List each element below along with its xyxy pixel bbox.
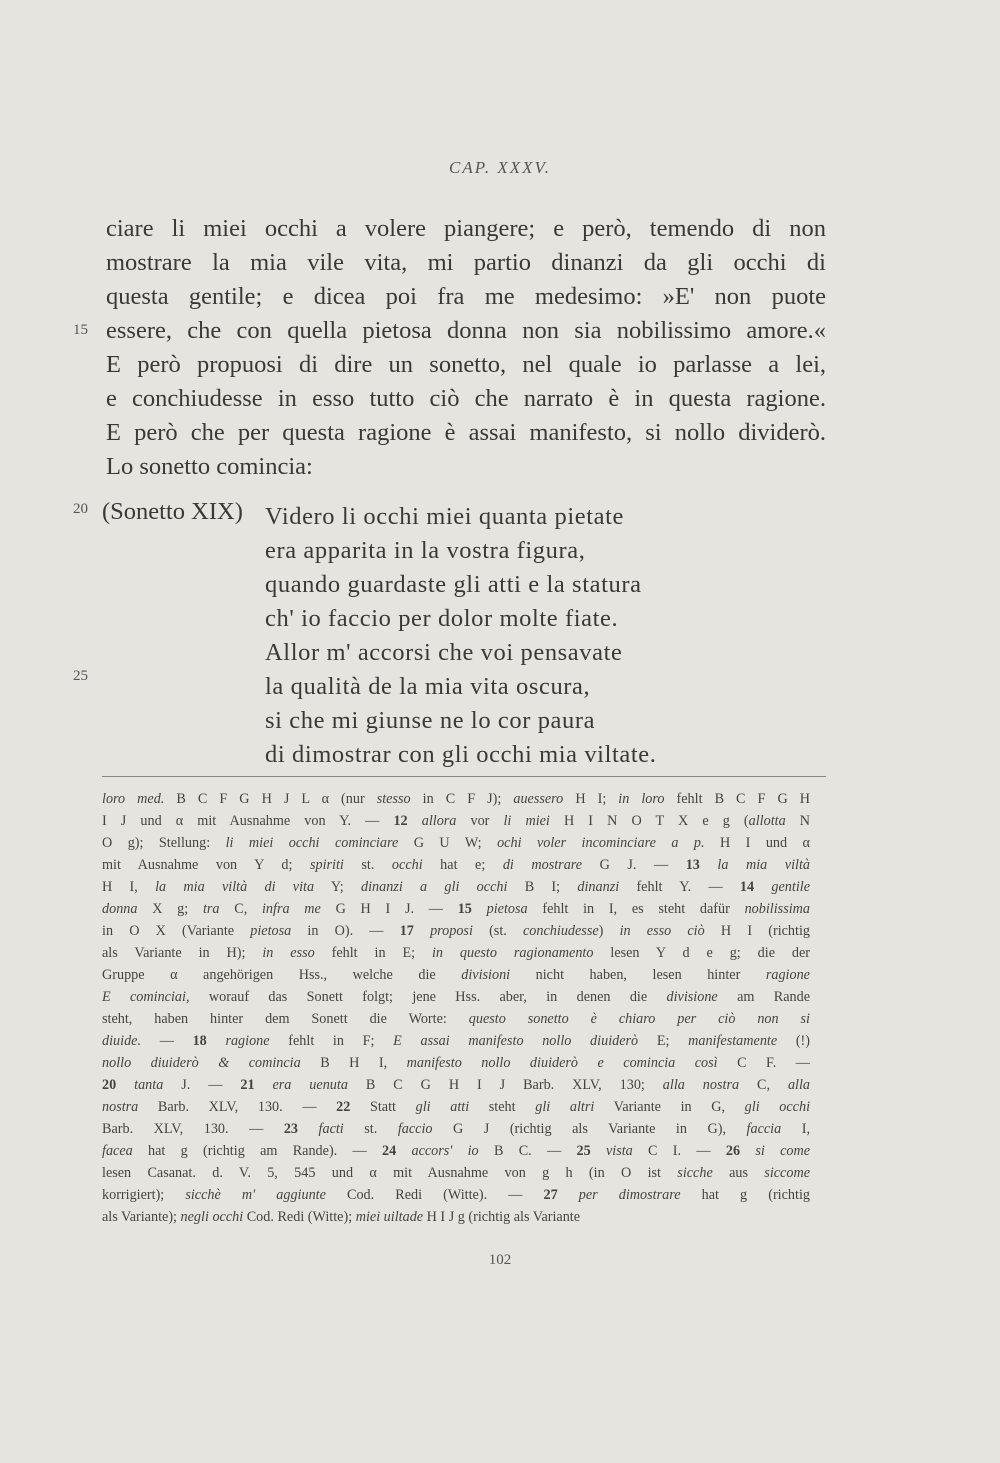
apparatus-line: E cominciai, worauf das Sonett folgt; jene Hss. aber, in denen die divisione am Rande <box>102 989 811 1005</box>
sonnet-line: si che mi giunse ne lo cor paura <box>265 707 596 734</box>
critical-apparatus <box>102 788 810 1228</box>
apparatus-line: I J und α mit Ausnahme von Y. — 12 allora vor li miei H I N O T X e g (allotta N <box>102 813 811 829</box>
sonnet-line: era apparita in la vostra figura, <box>265 537 586 564</box>
apparatus-line: diuide. — 18 ragione fehlt in F; E assai manifesto nollo diuiderò E; manifestamente (!) <box>102 1033 811 1049</box>
sonnet-line: la qualità de la mia vita oscura, <box>265 673 591 700</box>
apparatus-line: Gruppe α angehörigen Hss., welche die divisioni nicht haben, lesen hinter ragione <box>102 967 810 983</box>
prose-line: E però propuosi di dire un sonetto, nel quale io parlasse a lei, <box>106 351 826 378</box>
sonnet-label: (Sonetto XIX) <box>102 498 243 525</box>
prose-line: ciare li miei occhi a volere piangere; e però, temendo di non <box>106 215 826 242</box>
apparatus-line: donna X g; tra C, infra me G H I J. — 15 pietosa fehlt in I, es steht dafür nobilissima <box>102 901 811 917</box>
apparatus-line: lesen Casanat. d. V. 5, 545 und α mit Ausnahme von g h (in O ist sicche aus siccome <box>102 1165 810 1181</box>
apparatus-line: 20 tanta J. — 21 era uenuta B C G H I J Barb. XLV, 130; alla nostra C, alla <box>102 1077 811 1093</box>
apparatus-line: nollo diuiderò & comincia B H I, manifesto nollo diuiderò e comincia così C F. — <box>102 1055 810 1071</box>
apparatus-line: Barb. XLV, 130. — 23 facti st. faccio G J (richtig als Variante in G), faccia I, <box>102 1121 810 1137</box>
prose-block <box>106 212 826 484</box>
prose-line: essere, che con quella pietosa donna non sia nobilissimo amore.« <box>106 317 826 344</box>
prose-line: questa gentile; e dicea poi fra me medesimo: »E' non puote <box>106 283 826 310</box>
prose-line: Lo sonetto comincia: <box>106 453 313 480</box>
apparatus-line: in O X (Variante pietosa in O). — 17 proposi (st. conchiudesse) in esso ciò H I (richtig <box>102 923 810 939</box>
sonnet-line: Allor m' accorsi che voi pensavate <box>265 639 623 666</box>
sonnet-line: di dimostrar con gli occhi mia viltate. <box>265 741 657 768</box>
footnote-rule <box>102 776 826 777</box>
sonnet-line: Videro li occhi miei quanta pietate <box>265 503 624 530</box>
apparatus-line: korrigiert); sicchè m' aggiunte Cod. Redi (Witte). — 27 per dimostrare hat g (richtig <box>102 1187 810 1203</box>
sonnet-block <box>265 500 825 772</box>
apparatus-line: loro med. B C F G H J L α (nur stesso in C F J); auessero H I; in loro fehlt B C F G H <box>102 791 810 807</box>
apparatus-line: facea hat g (richtig am Rande). — 24 accors' io B C. — 25 vista C I. — 26 si come <box>102 1143 811 1159</box>
apparatus-line: nostra Barb. XLV, 130. — 22 Statt gli atti steht gli altri Variante in G, gli occhi <box>102 1099 811 1115</box>
sonnet-line: ch' io faccio per dolor molte fiate. <box>265 605 619 632</box>
apparatus-line: mit Ausnahme von Y d; spiriti st. occhi hat e; di mostrare G J. — 13 la mia viltà <box>102 857 811 873</box>
sonnet-line: quando guardaste gli atti e la statura <box>265 571 642 598</box>
prose-line: E però che per questa ragione è assai manifesto, si nollo dividerò. <box>106 419 826 446</box>
line-number-15: 15 <box>73 322 88 338</box>
apparatus-line: O g); Stellung: li miei occhi cominciare G U W; ochi voler incominciare a p. H I und α <box>102 835 810 851</box>
apparatus-line: steht, haben hinter dem Sonett die Worte: questo sonetto è chiaro per ciò non si <box>102 1011 810 1027</box>
apparatus-line: H I, la mia viltà di vita Y; dinanzi a gli occhi B I; dinanzi fehlt Y. — 14 gentile <box>102 879 810 895</box>
running-head: CAP. XXXV. <box>448 158 551 177</box>
prose-line: mostrare la mia vile vita, mi partio dinanzi da gli occhi di <box>106 249 826 276</box>
page-number: 102 <box>488 1252 512 1268</box>
apparatus-line: als Variante); negli occhi Cod. Redi (Witte); miei uiltade H I J g (richtig als Variante <box>102 1209 581 1225</box>
line-number-20: 20 <box>73 501 88 517</box>
apparatus-line: als Variante in H); in esso fehlt in E; in questo ragionamento lesen Y d e g; die der <box>102 945 811 961</box>
prose-line: e conchiudesse in esso tutto ciò che narrato è in questa ragione. <box>106 385 826 412</box>
line-number-25: 25 <box>73 668 88 684</box>
